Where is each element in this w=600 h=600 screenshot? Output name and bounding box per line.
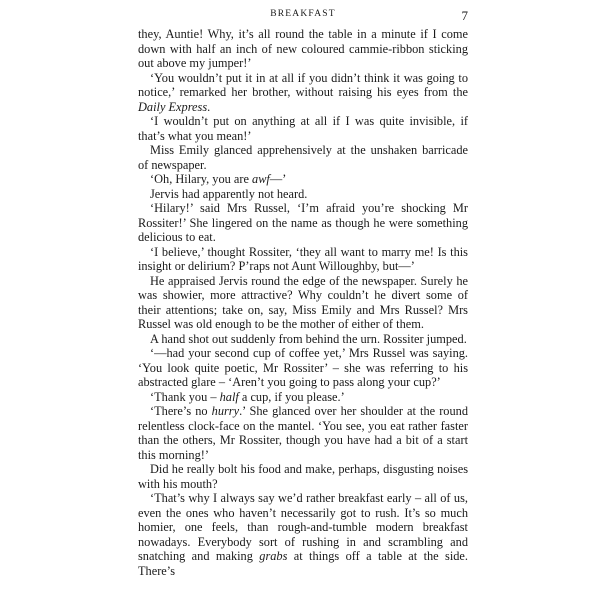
text-run: at things off a table at the side. There’s xyxy=(138,549,468,578)
text-run: ‘There’s no xyxy=(150,404,212,418)
text-run: Jervis had apparently not heard. xyxy=(150,186,308,201)
text-run: ‘That’s why I always say we’d rather breakfast early – all of us, even the ones who haven’t necessarily got to rush. It’s so much homier, one feels, than rough-and-tumble modern breakfast nowadays. Everybody sort of rushing in and scrambling and snatching and making xyxy=(138,491,468,563)
paragraph xyxy=(138,404,468,462)
text-run: ‘I believe,’ thought Rossiter, ‘they all want to marry me! Is this insight or delirium? P’raps not Aunt Willoughby, but—’ xyxy=(138,244,468,273)
paragraph xyxy=(138,462,468,491)
paragraph xyxy=(138,187,468,202)
paragraph xyxy=(138,114,468,143)
text-run: . xyxy=(207,99,211,114)
text-run: a cup, if you please.’ xyxy=(238,389,345,404)
text-run: ‘Hilary!’ said Mrs Russel, ‘I’m afraid you’re shocking Mr Rossiter!’ She lingered on the name as though he were something delicious to eat. xyxy=(138,201,468,244)
paragraph xyxy=(138,172,468,187)
body-text xyxy=(138,27,468,578)
paragraph xyxy=(138,245,468,274)
text-run: they, Auntie! Why, it’s all round the table in a minute if I come down with half an inch of new coloured cammie-ribbon sticking out above my jumper!’ xyxy=(138,27,468,70)
text-run: —’ xyxy=(269,172,287,186)
running-head xyxy=(138,8,468,22)
page-number: 7 xyxy=(461,8,468,23)
text-run: He appraised Jervis round the edge of the newspaper. Surely he was showier, more attractive? Why couldn’t he divert some of their attentions; take on, say, Miss Emily and Mrs Russel? Mrs Russel was old enough to be the mother of either of them. xyxy=(138,273,468,331)
text-run: A hand shot out suddenly from behind the urn. Rossiter jumped. xyxy=(150,331,467,346)
italic-text: grabs xyxy=(259,549,288,563)
text-run: ‘—had your second cup of coffee yet,’ Mrs Russel was saying. ‘You look quite poetic, Mr Rossiter’ – she was referring to his abstracted glare – ‘Aren’t you going to pass along your cup?’ xyxy=(138,346,468,389)
paragraph xyxy=(138,143,468,172)
text-run: ‘Thank you – xyxy=(150,389,220,404)
text-run: ‘Oh, Hilary, you are xyxy=(150,172,253,186)
text-run: ‘I wouldn’t put on anything at all if I was quite invisible, if that’s what you mean!’ xyxy=(138,114,468,143)
running-title: BREAKFAST xyxy=(270,9,336,19)
text-run: Did he really bolt his food and make, perhaps, disgusting noises with his mouth? xyxy=(138,462,468,491)
paragraph xyxy=(138,390,468,405)
paragraph xyxy=(138,332,468,347)
italic-text: half xyxy=(219,389,239,404)
text-run: ‘You wouldn’t put it in at all if you didn’t think it was going to notice,’ remarked her brother, without raising his eyes from the xyxy=(138,70,468,99)
paragraph xyxy=(138,27,468,71)
paragraph xyxy=(138,274,468,332)
text-run: Miss Emily glanced apprehensively at the unshaken barricade of newspaper. xyxy=(138,143,468,172)
paragraph xyxy=(138,71,468,115)
paragraph xyxy=(138,491,468,578)
text-run: .’ She glanced over her shoulder at the round relentless clock-face on the mantel. ‘You see, you eat rather faster than the others, Mr Rossiter, though you have had a bit of a start this morning!’ xyxy=(138,404,468,462)
italic-text: awf xyxy=(252,172,270,186)
paragraph xyxy=(138,201,468,245)
italic-text: Daily Express xyxy=(138,99,208,114)
paragraph xyxy=(138,346,468,390)
italic-text: hurry xyxy=(211,404,240,418)
